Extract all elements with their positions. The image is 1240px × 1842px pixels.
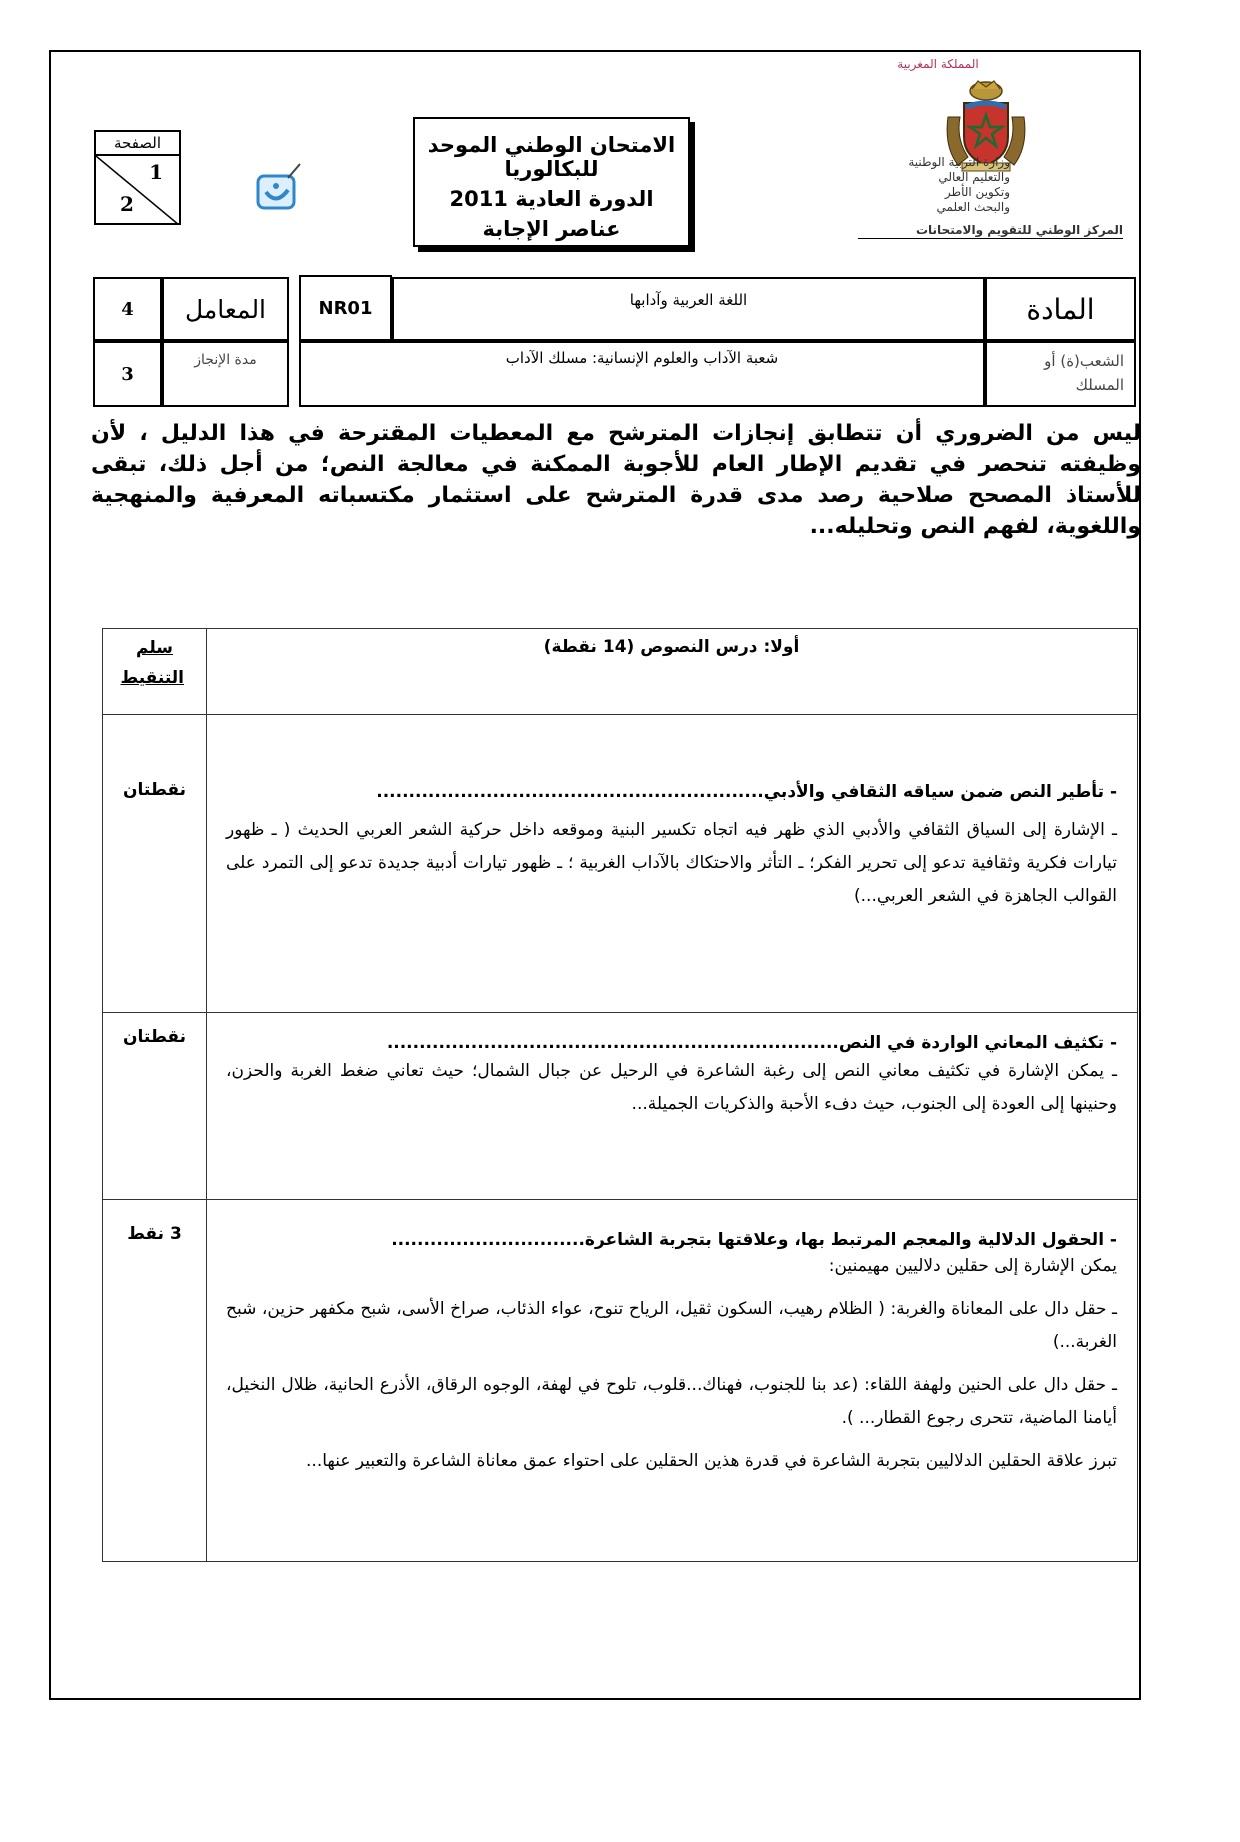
coefficient-label: المعامل (184, 294, 267, 324)
row-2-score: نقطتان (122, 1027, 186, 1047)
row-3-paragraph-2: ـ حقل دال على المعاناة والغربة: ( الظلام رهيب، السكون ثقيل، الرياح تنوح، عواء الذئاب، صراخ الأسى، شبح مكفهر حزين، شبح الغربة...) (226, 1299, 1117, 1352)
row-3-score: 3 نقط (127, 1224, 182, 1244)
row-3-paragraph-3: ـ حقل دال على الحنين ولهفة اللقاء: (عد بنا للجنوب، فهناك...قلوب، تلوح في لهفة، الوجوه الرقاق، الأذرع الحانية، ظلال النخيل، أيامنا الماضية، تتحرى رجوع القطار... ). (226, 1375, 1117, 1428)
page-label: الصفحة (96, 132, 179, 156)
row-1-content-cell (206, 714, 1138, 1013)
org-block (858, 55, 1128, 270)
branch-value-cell (299, 341, 985, 407)
section-header-cell (206, 628, 1138, 715)
row-1-title: - تأطير النص ضمن سياقه الثقافي والأدبي............................................................ (376, 782, 1117, 802)
row-1-score-cell (102, 714, 207, 1013)
row-3-paragraph-4: تبرز علاقة الحقلين الدلاليين بتجربة الشاعرة في قدرة هذين الحقلين على احتواء عمق معاناة الشاعرة والتعبير عنها... (306, 1451, 1117, 1471)
ministry-line-3: وتكوين الأطر (944, 185, 1010, 199)
row-3-score-cell (102, 1199, 207, 1562)
page-indicator (94, 130, 181, 225)
ministry-line-2: والتعليم العالي (938, 170, 1010, 184)
row-2-title: - تكثيف المعاني الواردة في النص...................................................................... (386, 1033, 1117, 1053)
coefficient-label-cell (162, 277, 289, 341)
score-header-cell (102, 628, 207, 715)
duration-value-cell (93, 341, 162, 407)
exam-session: الدورة العادية 2011 (449, 187, 654, 211)
row-2-content-cell (206, 1012, 1138, 1200)
ministry-line-1: وزارة التربية الوطنية (908, 155, 1010, 169)
ministry-line-4: والبحث العلمي (936, 200, 1010, 214)
cnee-logo-icon (254, 162, 306, 212)
section-title: أولا: درس النصوص (14 نقطة) (543, 637, 800, 657)
coefficient-value: 4 (121, 298, 134, 320)
page-divider-icon (96, 156, 179, 225)
row-3-content-cell (206, 1199, 1138, 1562)
score-header: سلم التنقيط (120, 638, 184, 688)
answers-table (102, 628, 1138, 1842)
row-2-paragraph: ـ يمكن الإشارة في تكثيف معاني النص إلى رغبة الشاعرة في الرحيل عن جبال الشمال؛ حيث تعاني ضغط الغربة والحزن، وحنينها إلى العودة إلى الجنوب، حيث دفء الأحبة والذكريات الجميلة... (226, 1061, 1117, 1114)
subject-label: المادة (1026, 292, 1095, 326)
row-3-paragraph-1: يمكن الإشارة إلى حقلين دلاليين مهيمنين: (828, 1256, 1117, 1276)
row-3-title: - الحقول الدلالية والمعجم المرتبط بها، وعلاقتها بتجربة الشاعرة.............................. (391, 1230, 1117, 1250)
duration-value: 3 (121, 363, 134, 385)
row-1-score: نقطتان (122, 780, 186, 800)
subject-label-cell (985, 277, 1136, 341)
exam-title: الامتحان الوطني الموحد للبكالوريا (427, 133, 676, 181)
duration-label-cell (162, 341, 289, 407)
center-label: المركز الوطني للتقويم والامتحانات (858, 223, 1123, 239)
code-cell (299, 275, 392, 341)
subject-value: اللغة العربية وآدابها (629, 291, 748, 309)
exam-subtitle: عناصر الإجابة (482, 217, 621, 241)
coefficient-value-cell (93, 277, 162, 341)
branch-label: الشعب(ة) أو المسلك (1044, 352, 1124, 394)
branch-value: شعبة الآداب والعلوم الإنسانية: مسلك الآداب (505, 349, 779, 367)
subject-value-cell (392, 277, 985, 341)
branch-label-cell (985, 341, 1136, 407)
page-current: 1 (149, 160, 163, 184)
row-2-score-cell (102, 1012, 207, 1200)
page-total: 2 (120, 192, 134, 216)
duration-label: مدة الإنجاز (194, 352, 257, 368)
intro-paragraph: ليس من الضروري أن تتطابق إنجازات المترشح مع المعطيات المقترحة في هذا الدليل ، لأن وظيفته تنحصر في تقديم الإطار العام للأجوبة الممكنة في معالجة النص؛ من أجل ذلك، تبقى للأستاذ المصحح صلاحية رصد مدى قدرة المترشح على استثمار مكتسباته المعرفية والمنهجية واللغوية، لفهم النص وتحليله... (91, 421, 1141, 539)
row-1-paragraph: ـ الإشارة إلى السياق الثقافي والأدبي الذي ظهر فيه اتجاه تكسير البنية وموقعه داخل حركية الشعر العربي الحديث ( ـ ظهور تيارات فكرية وثقافية تدعو إلى تحرير الفكر؛ ـ التأثر والاحتكاك بالآداب الغربية ؛ ـ ظهور تيارات أدبية جديدة تدعو إلى التمرد على القوالب الجاهزة في الشعر العربي...) (226, 820, 1117, 906)
ministry-block (860, 155, 1010, 215)
kingdom-label: المملكة المغربية (897, 57, 979, 71)
code-value: NR01 (318, 297, 373, 319)
exam-title-box (413, 117, 690, 247)
